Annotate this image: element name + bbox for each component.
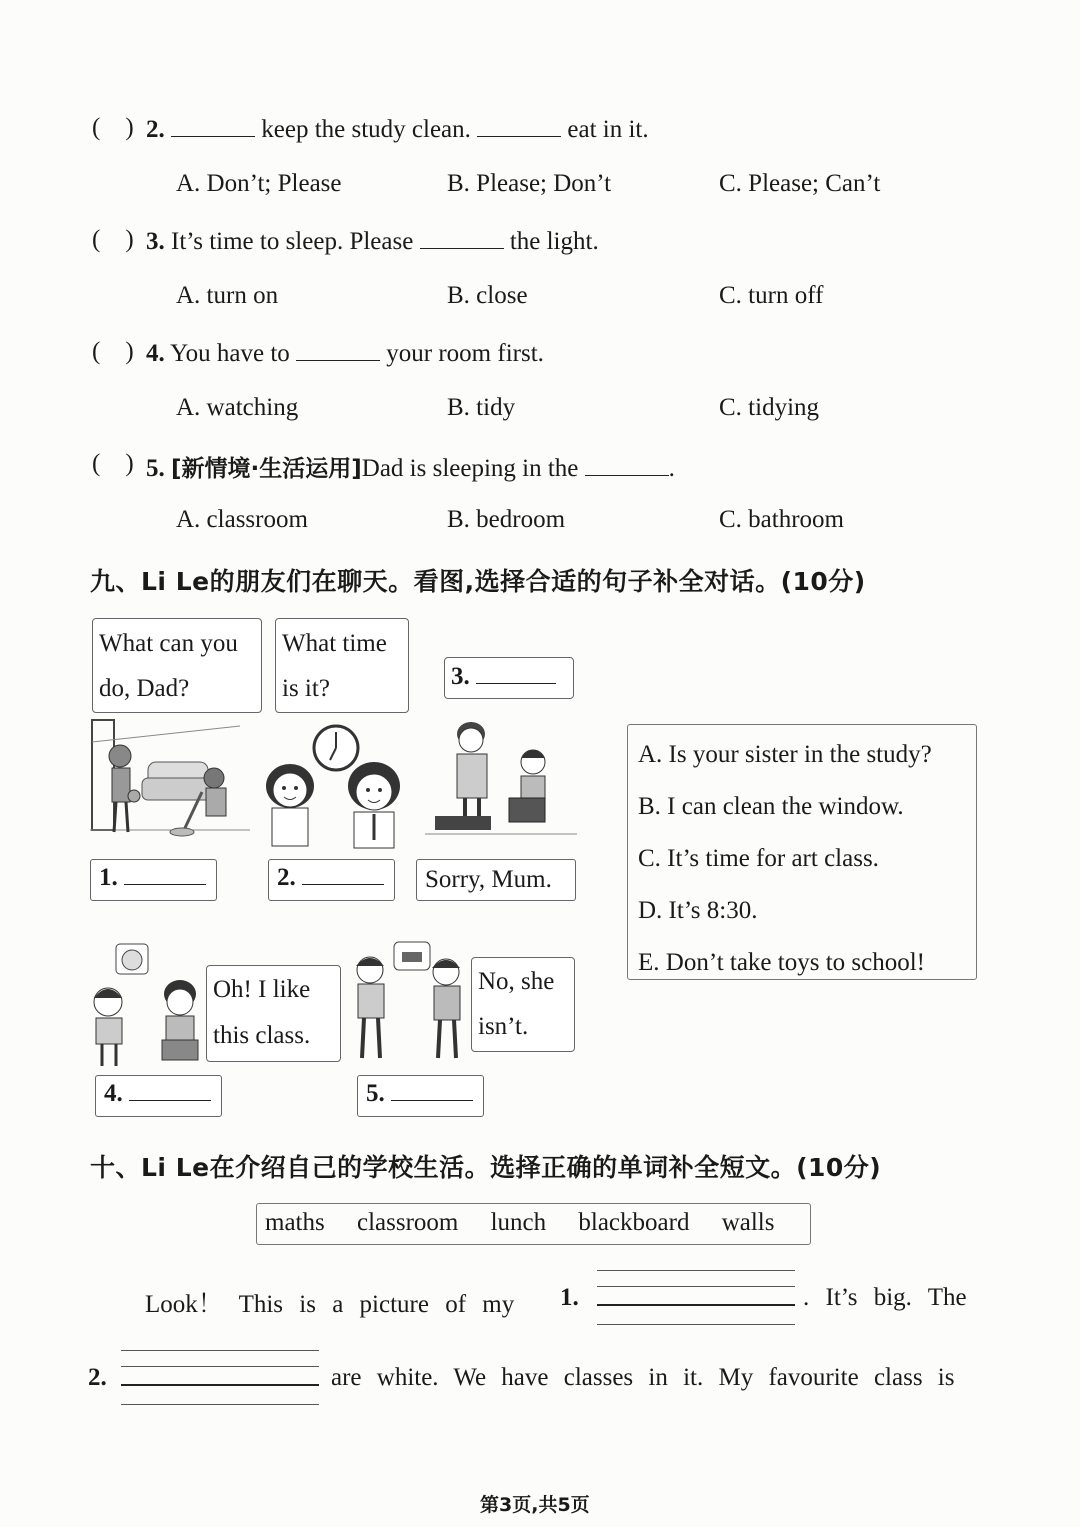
blank[interactable] — [171, 114, 255, 137]
context-tag: [新情境·生活运用] — [171, 456, 362, 482]
dialog-option-c: C. It’s time for art class. — [638, 845, 879, 872]
bubble-text: this class. — [213, 1022, 311, 1049]
question-text: the light. — [509, 228, 599, 255]
bubble-text: What time — [282, 630, 387, 657]
blank[interactable] — [302, 866, 384, 885]
two-girls-clock-illustration — [258, 720, 423, 850]
blank[interactable] — [391, 1082, 473, 1101]
blank[interactable] — [296, 338, 380, 361]
answer-box-2 — [268, 859, 395, 901]
dialog-option-a: A. Is your sister in the study? — [638, 741, 932, 768]
option-c: C. bathroom — [719, 506, 844, 533]
option-c: C. Please; Can’t — [719, 170, 881, 197]
dialog-option-d: D. It’s 8:30. — [638, 897, 758, 924]
passage-line-2: are white. We have classes in it. My favourite class is — [331, 1364, 955, 1391]
question-text: . — [668, 455, 675, 482]
question-2 — [146, 114, 649, 144]
option-b: B. Please; Don’t — [447, 170, 612, 197]
question-text: eat in it. — [567, 116, 649, 143]
bubble-text: Oh! I like — [213, 976, 311, 1003]
passage-line-1-end: . It’s big. The — [803, 1284, 967, 1311]
bubble-text: What can you — [99, 630, 238, 657]
answer-paren[interactable]: ( ) — [92, 226, 134, 253]
question-number: 5. — [146, 455, 165, 482]
answer-paren[interactable]: ( ) — [92, 338, 134, 365]
option-a: A. watching — [176, 394, 299, 421]
question-3 — [146, 226, 599, 256]
passage-number: 1. — [560, 1284, 579, 1311]
family-cleaning-illustration — [90, 712, 250, 850]
answer-paren[interactable]: ( ) — [92, 450, 134, 477]
section-10-title: 十、Li Le在介绍自己的学校生活。选择正确的单词补全短文。(10分) — [90, 1153, 882, 1182]
question-5 — [146, 450, 675, 483]
question-4 — [146, 338, 544, 368]
page-footer: 第3页,共5页 — [480, 1494, 590, 1516]
bubble-text: Sorry, Mum. — [425, 866, 552, 893]
question-number: 2. — [146, 116, 165, 143]
option-a: A. classroom — [176, 506, 308, 533]
bubble-text: isn’t. — [478, 1013, 529, 1040]
bubble-text: is it? — [282, 675, 330, 702]
passage-number: 2. — [88, 1364, 107, 1391]
speech-bubble-3 — [444, 657, 574, 699]
question-text: Dad is sleeping in the — [361, 455, 579, 482]
answer-box-5 — [357, 1075, 484, 1117]
mum-and-boy-illustration — [425, 718, 577, 842]
blank[interactable] — [124, 866, 206, 885]
word-bank-item: maths — [265, 1209, 325, 1236]
section-9-options — [627, 724, 977, 980]
sorry-mum-box — [416, 859, 576, 901]
answer-box-4 — [95, 1075, 222, 1117]
dialog-option-e: E. Don’t take toys to school! — [638, 949, 925, 976]
bubble-text: No, she — [478, 968, 555, 995]
word-bank-item: lunch — [490, 1209, 547, 1236]
bubble-number: 3. — [451, 663, 470, 690]
option-c: C. turn off — [719, 282, 824, 309]
word-bank-item: blackboard — [578, 1209, 690, 1236]
section-9-title: 九、Li Le的朋友们在聊天。看图,选择合适的句子补全对话。(10分) — [90, 567, 866, 596]
writing-lines-1[interactable] — [597, 1270, 795, 1326]
option-b: B. bedroom — [447, 506, 566, 533]
speech-bubble-5 — [471, 957, 575, 1052]
option-b: B. close — [447, 282, 528, 309]
word-bank — [256, 1203, 811, 1245]
bubble-text: do, Dad? — [99, 675, 190, 702]
answer-paren[interactable]: ( ) — [92, 114, 134, 141]
option-a: A. Don’t; Please — [176, 170, 342, 197]
question-text: You have to — [170, 340, 290, 367]
speech-bubble-2 — [275, 618, 409, 713]
writing-lines-2[interactable] — [121, 1350, 319, 1406]
blank[interactable] — [476, 667, 556, 684]
question-text: your room first. — [386, 340, 544, 367]
question-text: keep the study clean. — [261, 116, 471, 143]
two-boys-toy-illustration — [348, 938, 470, 1064]
question-number: 4. — [146, 340, 165, 367]
dialog-option-b: B. I can clean the window. — [638, 793, 904, 820]
blank[interactable] — [420, 226, 504, 249]
answer-number: 5. — [366, 1080, 385, 1107]
word-bank-item: classroom — [356, 1209, 459, 1236]
art-class-kids-illustration — [88, 940, 208, 1068]
blank[interactable] — [585, 453, 669, 476]
speech-bubble-4 — [206, 965, 341, 1062]
answer-box-1 — [90, 859, 217, 901]
option-c: C. tidying — [719, 394, 820, 421]
speech-bubble-1 — [92, 618, 262, 713]
answer-number: 2. — [277, 864, 296, 891]
answer-number: 1. — [99, 864, 118, 891]
question-number: 3. — [146, 228, 165, 255]
option-a: A. turn on — [176, 282, 279, 309]
word-bank-item: walls — [721, 1209, 775, 1236]
blank[interactable] — [477, 114, 561, 137]
answer-number: 4. — [104, 1080, 123, 1107]
option-b: B. tidy — [447, 394, 516, 421]
passage-line-1: Look！ This is a picture of my — [145, 1291, 515, 1318]
blank[interactable] — [129, 1082, 211, 1101]
question-text: It’s time to sleep. Please — [171, 228, 414, 255]
